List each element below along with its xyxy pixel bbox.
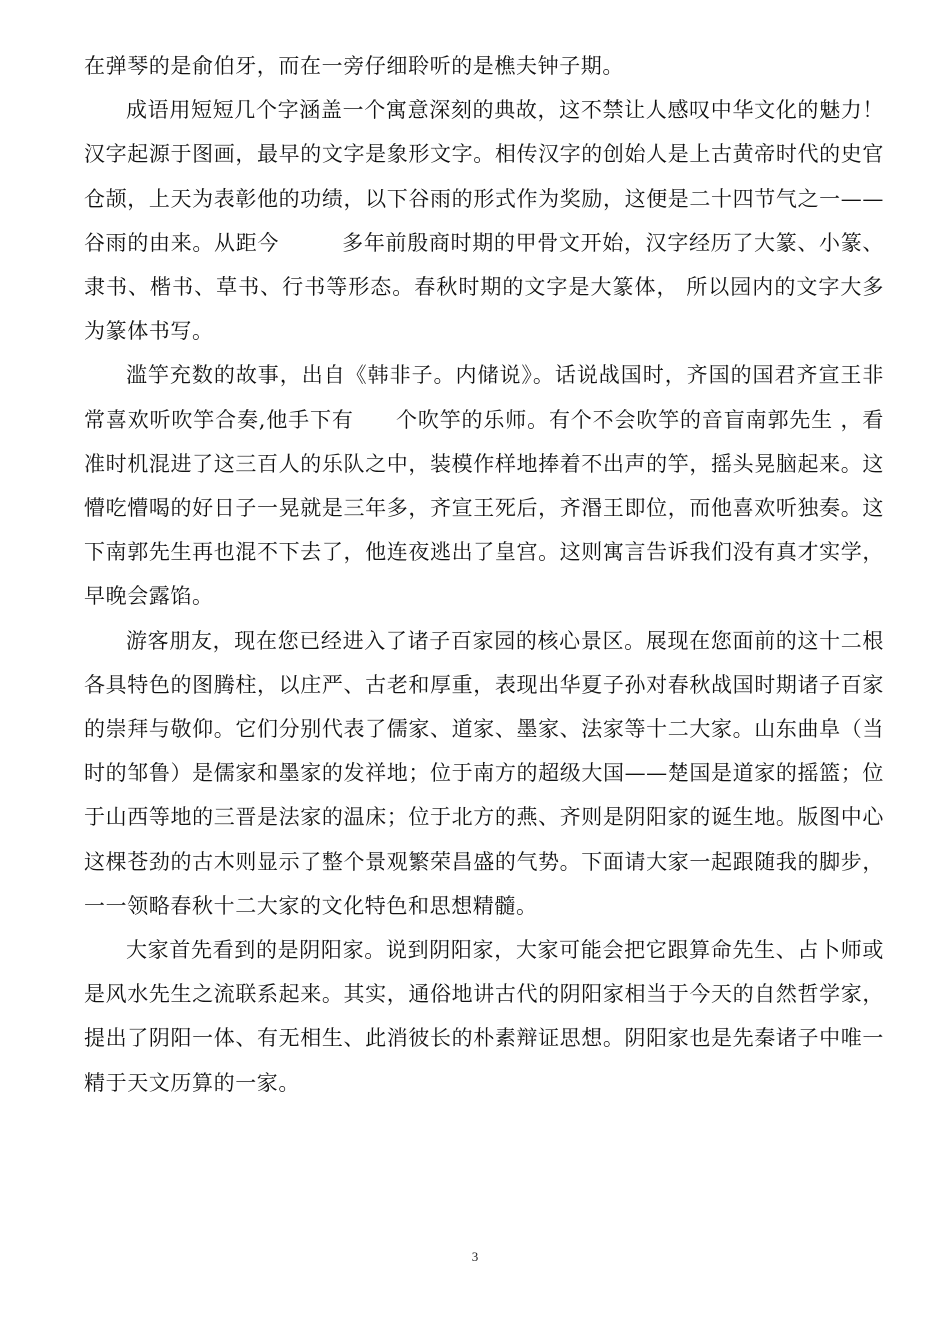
paragraph-text: 游客朋友，现在您已经进入了诸子百家园的核心景区。展现在您面前的这十二根各具特色的图腾柱，以庄严、古老和厚重，表现出华夏子孙对春秋战国时期诸子百家的崇拜与敬仰。它们分别代表了儒家、道家、墨家、法家等十二大家。山东曲阜（当时的邹鲁）是儒家和墨家的发祥地；位于南方的超级大国——楚国是道家的摇篮；位于山西等地的三晋是法家的温床；位于北方的燕、齐则是阴阳家的诞生地。版图中心这棵苍劲的古木则显示了整个景观繁荣昌盛的气势。下面请大家一起跟随我的脚步，一一领略春秋十二大家的文化特色和思想精髓。 [84,628,884,918]
body-text [84,44,884,1105]
page-number: 3 [471,1249,479,1264]
paragraph-core-scenic-area [84,619,884,928]
paragraph-yinyang-school [84,928,884,1105]
paragraph-text-part-1: 成语用短短几个字涵盖一个寓意深刻的典故，这不禁让人感叹中华文化的魅力！汉字起源于图画，最早的文字是象形文字。相传汉字的创始人是上古黄帝时代的史官仓颉，上天为表彰他的功绩，以下谷雨的形式作为奖励，这便是二十四节气之一——谷雨的由来。从距今 [84,98,884,255]
paragraph-text-part-1: 滥竽充数的故事，出自《韩非子。内储说》。话说战国时，齐国的国君齐宣王非常喜欢听吹竽合奏,他手下有 [84,363,884,432]
paragraph-lanyu-chongshu [84,353,884,618]
paragraph-text-part-2: 个吹竽的乐师。有个不会吹竽的音盲南郭先生 ，看准时机混进了这三百人的乐队之中，装模作样地捧着不出声的竽，摇头晃脑起来。这懵吃懵喝的好日子一晃就是三年多，齐宣王死后，齐湣王即位，而他喜欢听独奏。这下南郭先生再也混不下去了，他连夜逃出了皇宫。这则寓言告诉我们没有真才实学，早晚会露馅。 [84,407,884,609]
paragraph-continuation [84,44,884,88]
paragraph-chinese-characters [84,88,884,353]
paragraph-text-part-2: 多年前殷商时期的甲骨文开始，汉字经历了大篆、小篆、隶书、楷书、草书、行书等形态。春秋时期的文字是大篆体， 所以园内的文字大多为篆体书写。 [84,230,884,344]
paragraph-text: 在弹琴的是俞伯牙，而在一旁仔细聆听的是樵夫钟子期。 [84,54,624,78]
paragraph-text: 大家首先看到的是阴阳家。说到阴阳家，大家可能会把它跟算命先生、占卜师或是风水先生之流联系起来。其实，通俗地讲古代的阴阳家相当于今天的自然哲学家，提出了阴阳一体、有无相生、此消彼长的朴素辩证思想。阴阳家也是先秦诸子中唯一精于天文历算的一家。 [84,938,884,1095]
